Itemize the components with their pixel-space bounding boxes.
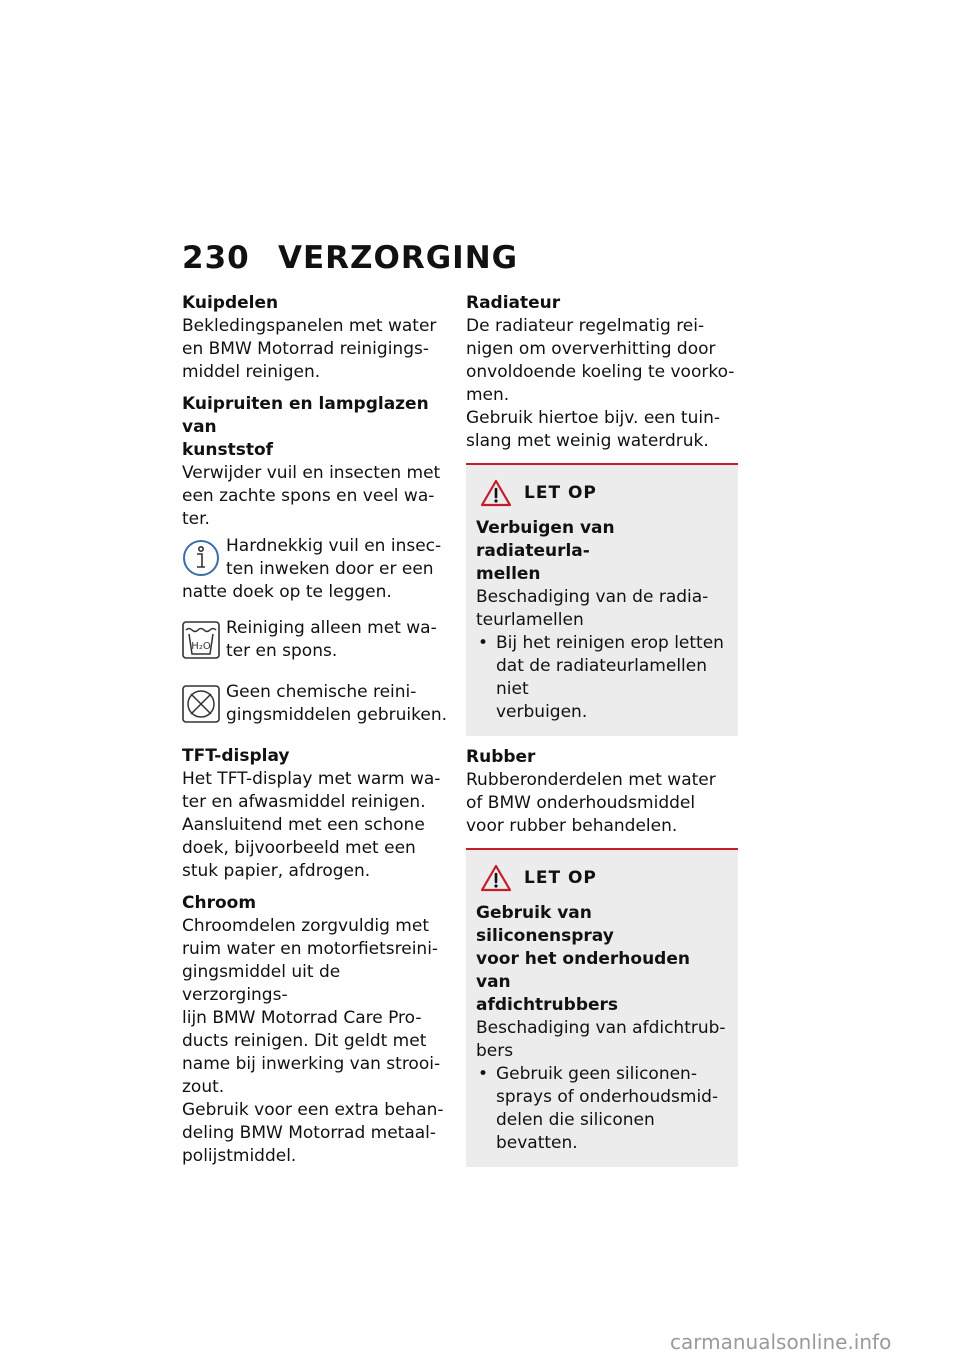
- text-line: zout.: [182, 1077, 225, 1097]
- text-line: Reiniging alleen met wa-: [226, 618, 437, 638]
- tip-water: [182, 617, 448, 663]
- no-chemicals-icon: [182, 685, 220, 723]
- text-line: verbuigen.: [496, 702, 588, 722]
- right-column: [466, 292, 738, 1167]
- text-line: ter en afwasmiddel reinigen.: [182, 792, 426, 812]
- section-radiateur: [466, 292, 738, 453]
- text-line: Het TFT-display met warm wa-: [182, 769, 441, 789]
- notice-label: LET OP: [524, 868, 597, 888]
- heading-rubber: Rubber: [466, 747, 536, 767]
- notice-title-cont: voor het onderhouden van: [476, 949, 690, 992]
- heading-kuipruiten-cont: kunststof: [182, 440, 274, 460]
- notice-label: LET OP: [524, 483, 597, 503]
- text-line: name bij inwerking van strooi-: [182, 1054, 441, 1074]
- notice-title: Gebruik van siliconenspray: [476, 903, 614, 946]
- text-line: ter en spons.: [226, 641, 338, 661]
- watermark: carmanualsonline.info: [670, 1330, 892, 1354]
- text-line: teurlamellen: [476, 610, 584, 630]
- notice-title: Verbuigen van radiateurla-: [476, 518, 615, 561]
- text-line: ruim water en motorfietsreini-: [182, 939, 439, 959]
- text-line: lijn BMW Motorrad Care Pro-: [182, 1008, 422, 1028]
- text-line: De radiateur regelmatig rei-: [466, 316, 705, 336]
- text-line: Beschadiging van de radia-: [476, 587, 709, 607]
- text-line: natte doek op te leggen.: [182, 582, 392, 602]
- notice-header: [476, 479, 728, 507]
- section-kuipruiten: [182, 393, 448, 531]
- svg-text:H₂O: H₂O: [191, 641, 211, 652]
- warning-triangle-icon: [480, 479, 512, 507]
- text-line: ten inweken door er een: [226, 559, 434, 579]
- heading-kuipruiten: Kuipruiten en lampglazen van: [182, 394, 429, 437]
- text-line: stuk papier, afdrogen.: [182, 861, 371, 881]
- tip-no-chemicals: [182, 681, 448, 727]
- text-line: Verwijder vuil en insecten met: [182, 463, 441, 483]
- text-line: Rubberonderdelen met water: [466, 770, 716, 790]
- text-line: een zachte spons en veel wa-: [182, 486, 435, 506]
- text-line: ducts reinigen. Dit geldt met: [182, 1031, 427, 1051]
- notice-radiateurlamellen: [466, 465, 738, 736]
- text-line: bers: [476, 1041, 514, 1061]
- info-icon: [182, 539, 220, 577]
- text-line: • Gebruik geen siliconen-: [496, 1064, 697, 1084]
- text-line: Chroomdelen zorgvuldig met: [182, 916, 429, 936]
- section-tft-display: [182, 745, 448, 883]
- text-line: polijstmiddel.: [182, 1146, 297, 1166]
- text-line: ter.: [182, 509, 210, 529]
- text-line: • Bij het reinigen erop letten: [496, 633, 724, 653]
- text-line: sprays of onderhoudsmid-: [496, 1087, 719, 1107]
- left-column: [182, 292, 448, 1168]
- notice-siliconenspray: [466, 850, 738, 1167]
- text-line: onvoldoende koeling te voorko-: [466, 362, 735, 382]
- text-line: Beschadiging van afdichtrub-: [476, 1018, 726, 1038]
- text-line: middel reinigen.: [182, 362, 321, 382]
- section-rubber: [466, 746, 738, 838]
- text-line: Geen chemische reini-: [226, 682, 417, 702]
- text-line: of BMW onderhoudsmiddel: [466, 793, 696, 813]
- text-line: Aansluitend met een schone: [182, 815, 425, 835]
- text-line: deling BMW Motorrad metaal-: [182, 1123, 437, 1143]
- page-title: VERZORGING: [278, 240, 519, 276]
- warning-triangle-icon: [480, 864, 512, 892]
- text-line: en BMW Motorrad reinigings-: [182, 339, 429, 359]
- water-sponge-icon: [182, 621, 220, 659]
- tip-info: [182, 535, 448, 604]
- text-line: Gebruik voor een extra behan-: [182, 1100, 444, 1120]
- page-number: 230: [182, 240, 250, 276]
- notice-bullet: [476, 632, 728, 724]
- text-line: nigen om oververhitting door: [466, 339, 716, 359]
- text-line: Hardnekkig vuil en insec-: [226, 536, 442, 556]
- section-chroom: [182, 892, 448, 1168]
- heading-tft-display: TFT-display: [182, 746, 290, 766]
- heading-radiateur: Radiateur: [466, 293, 561, 313]
- notice-header: [476, 864, 728, 892]
- heading-kuipdelen: Kuipdelen: [182, 293, 279, 313]
- notice-title-cont: mellen: [476, 564, 541, 584]
- text-line: Bekledingspanelen met water: [182, 316, 437, 336]
- page-header: [182, 240, 518, 276]
- section-kuipdelen: [182, 292, 448, 384]
- text-line: men.: [466, 385, 510, 405]
- text-line: Gebruik hiertoe bijv. een tuin-: [466, 408, 720, 428]
- notice-bullet: [476, 1063, 728, 1155]
- notice-title-cont: afdichtrubbers: [476, 995, 619, 1015]
- text-line: gingsmiddelen gebruiken.: [226, 705, 448, 725]
- text-line: dat de radiateurlamellen niet: [496, 656, 707, 699]
- text-line: slang met weinig waterdruk.: [466, 431, 709, 451]
- heading-chroom: Chroom: [182, 893, 257, 913]
- text-line: voor rubber behandelen.: [466, 816, 678, 836]
- text-line: delen die siliconen bevatten.: [496, 1110, 655, 1153]
- text-line: doek, bijvoorbeeld met een: [182, 838, 416, 858]
- text-line: gingsmiddel uit de verzorgings-: [182, 962, 341, 1005]
